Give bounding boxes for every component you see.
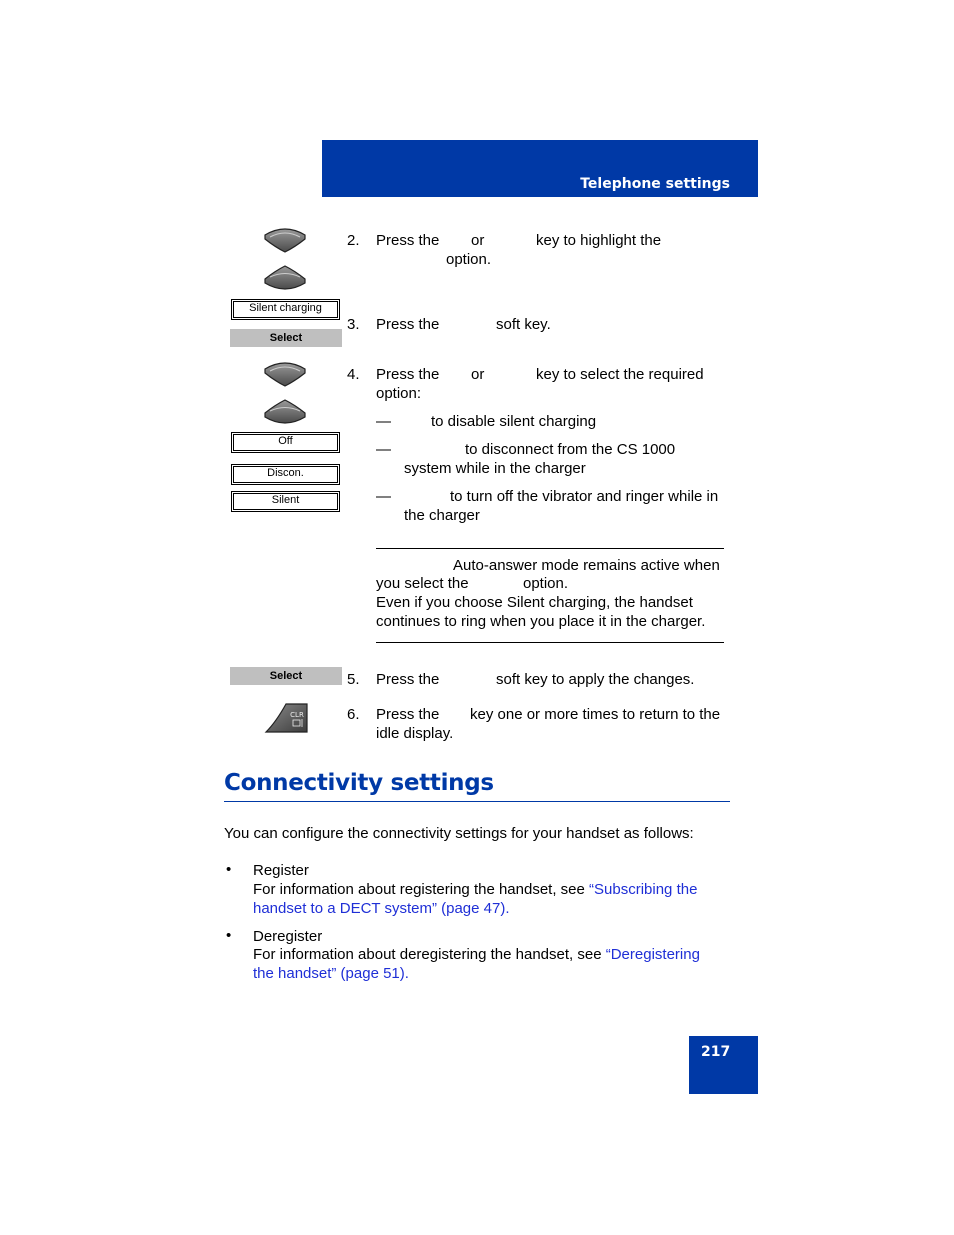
- nav-up-key-icon: [262, 359, 308, 389]
- section-title: Connectivity settings: [224, 770, 494, 796]
- section-rule: [224, 801, 730, 802]
- bullet: •: [226, 861, 232, 878]
- item-label: Register: [253, 862, 309, 879]
- step-text: key to select the required: [536, 366, 704, 383]
- option-text: system while in the charger: [404, 460, 586, 477]
- item-desc-text: For information about deregistering the handset, see: [253, 946, 606, 963]
- link-period: .: [505, 900, 510, 917]
- note-text: option.: [523, 575, 569, 592]
- item-label: Deregister: [253, 928, 323, 945]
- note-text: Even if you choose Silent charging, the handset: [376, 594, 693, 611]
- item-desc: [253, 880, 728, 899]
- screen-silent: Silent: [231, 491, 340, 512]
- step-text: key to highlight the: [536, 232, 662, 249]
- step-text: or: [471, 366, 485, 383]
- step-text: idle display.: [376, 725, 454, 742]
- item-desc: [253, 964, 409, 983]
- step-number: 3.: [347, 316, 360, 333]
- bullet: •: [226, 927, 232, 944]
- step-text: Press the: [376, 366, 440, 383]
- step-text: or: [471, 232, 485, 249]
- step-number: 2.: [347, 232, 360, 249]
- nav-down-key-icon: [262, 397, 308, 427]
- select-softkey: Select: [230, 329, 342, 347]
- section-intro: You can configure the connectivity settings for your handset as follows:: [224, 825, 694, 842]
- step-text: Press the: [376, 232, 440, 249]
- link-subscribing-handset[interactable]: “Subscribing the: [589, 881, 698, 898]
- step-number: 4.: [347, 366, 360, 383]
- option-text: to disconnect from the CS 1000: [465, 441, 676, 458]
- screen-discon: Discon.: [231, 464, 340, 485]
- step-text: soft key to apply the changes.: [496, 671, 695, 688]
- note-text: Auto-answer mode remains active when: [453, 557, 720, 574]
- page-number-box: [689, 1036, 758, 1094]
- select-softkey: Select: [230, 667, 342, 685]
- header-band: [322, 140, 758, 197]
- step-text: Press the: [376, 706, 440, 723]
- link-subscribing-handset[interactable]: handset to a DECT system” (page 47): [253, 900, 506, 917]
- note-top-rule: [376, 548, 724, 549]
- step-text: option:: [376, 385, 422, 402]
- link-deregistering-handset[interactable]: the handset” (page 51): [253, 965, 405, 982]
- header-title: Telephone settings: [580, 176, 730, 192]
- step-number: 6.: [347, 706, 360, 723]
- option-text: to disable silent charging: [431, 413, 597, 430]
- option-text: the charger: [404, 507, 480, 524]
- item-desc-text: For information about registering the handset, see: [253, 881, 590, 898]
- option-dash: —: [376, 413, 391, 430]
- step-text: soft key.: [496, 316, 551, 333]
- clr-key-label: CLR: [290, 711, 304, 719]
- item-desc: [253, 945, 728, 964]
- step-text: option.: [446, 251, 492, 268]
- nav-up-key-icon: [262, 225, 308, 255]
- link-period: .: [404, 965, 409, 982]
- step-text: key one or more times to return to the: [470, 706, 721, 723]
- note-bottom-rule: [376, 642, 724, 643]
- note-text: you select the: [376, 575, 469, 592]
- screen-off: Off: [231, 432, 340, 453]
- option-dash: —: [376, 441, 391, 458]
- item-desc: [253, 899, 510, 918]
- step-number: 5.: [347, 671, 360, 688]
- screen-silent-charging: Silent charging: [231, 299, 340, 320]
- option-text: to turn off the vibrator and ringer while in: [450, 488, 719, 505]
- step-text: Press the: [376, 671, 440, 688]
- note-text: continues to ring when you place it in the charger.: [376, 613, 706, 630]
- page-number: 217: [701, 1044, 731, 1060]
- nav-down-key-icon: [262, 263, 308, 293]
- link-deregistering-handset[interactable]: “Deregistering: [605, 946, 700, 963]
- step-text: Press the: [376, 316, 440, 333]
- option-dash: —: [376, 488, 391, 505]
- clr-key-icon: [264, 702, 310, 734]
